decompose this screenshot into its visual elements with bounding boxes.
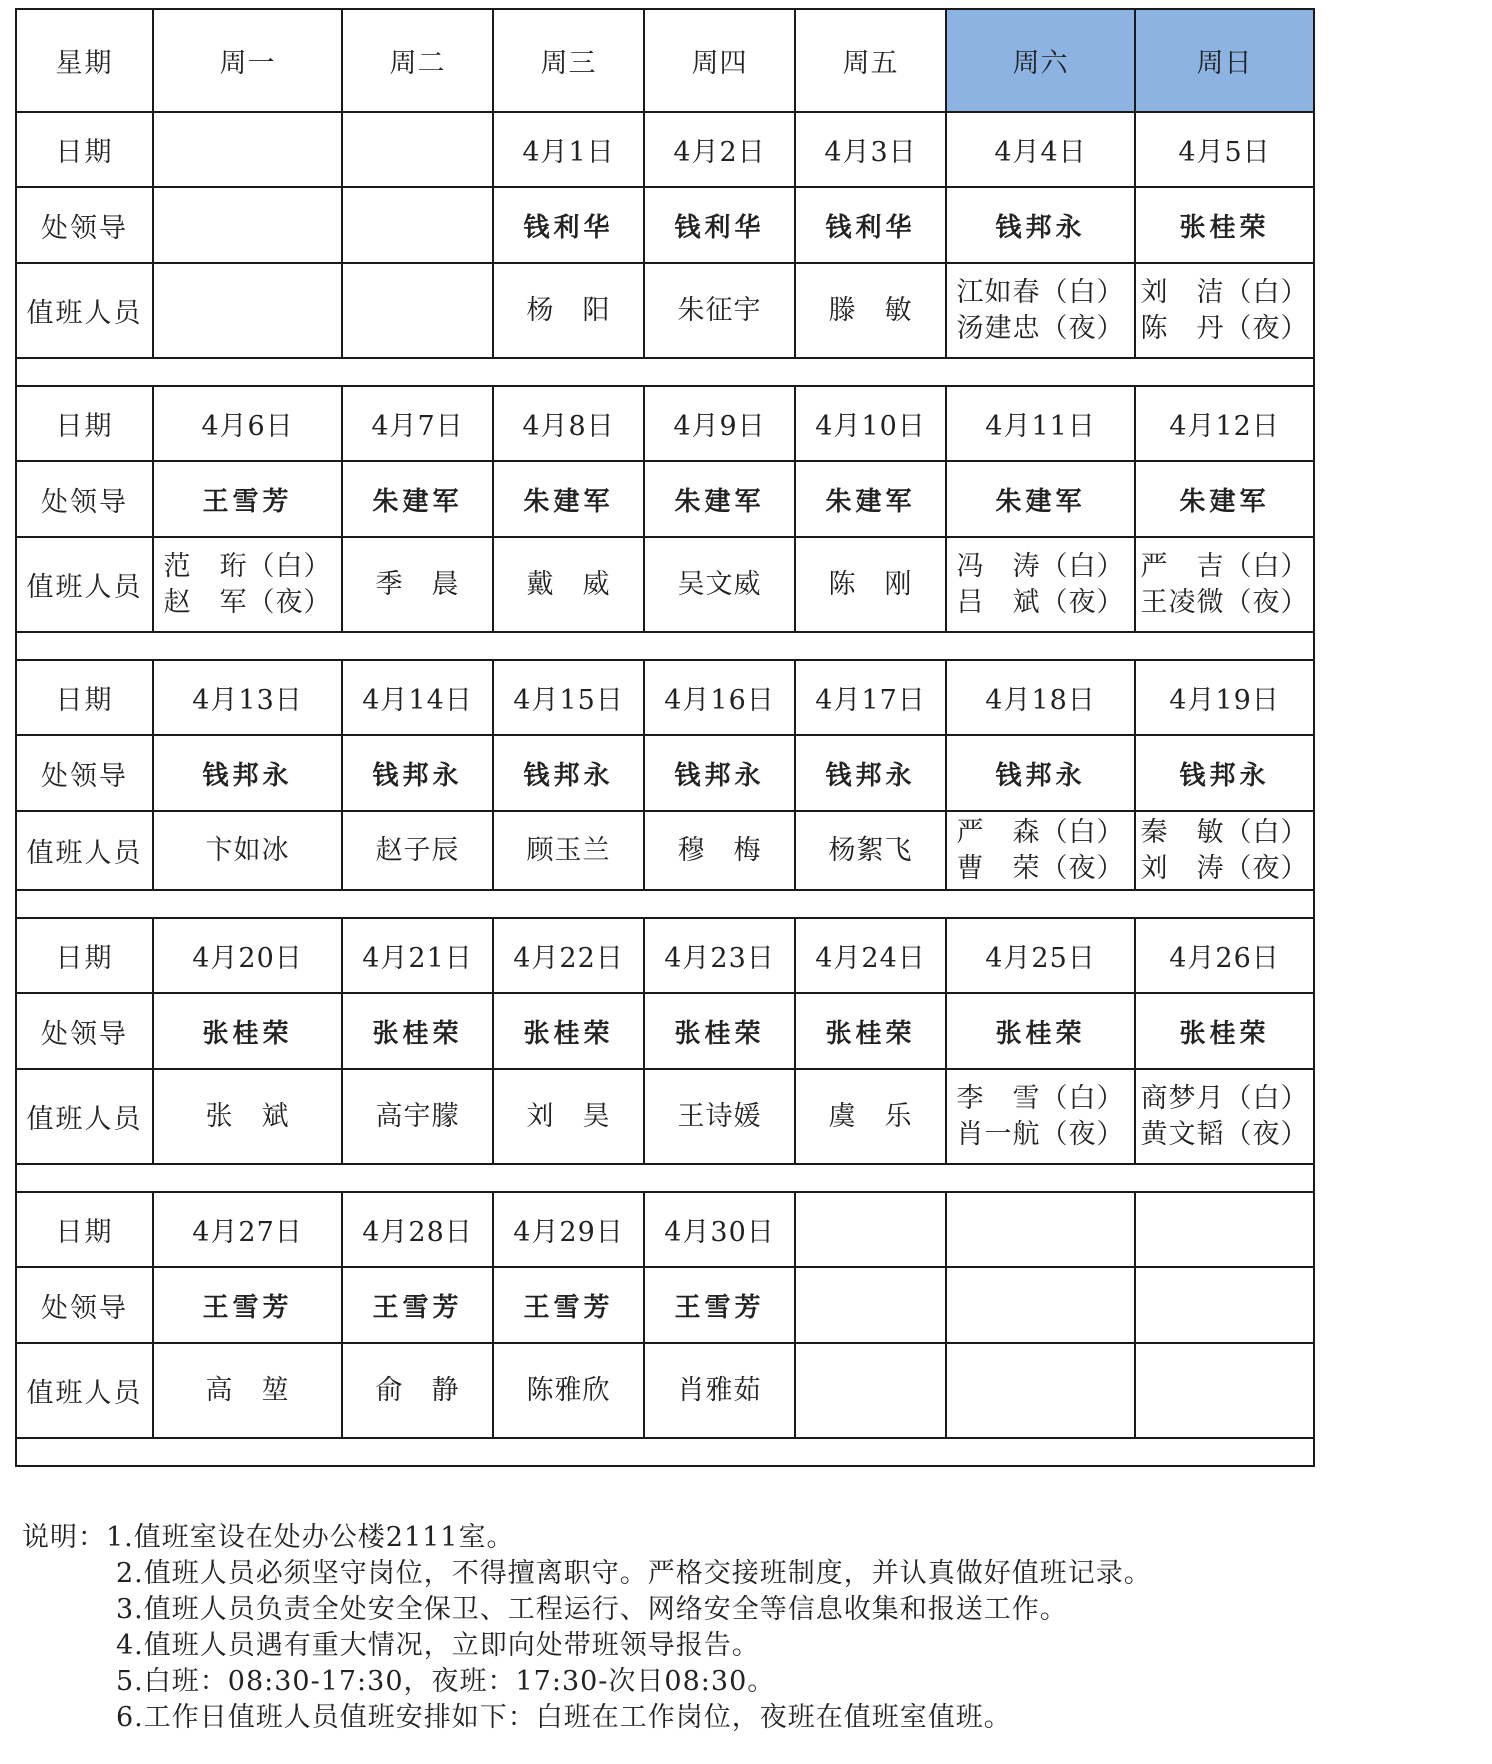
staff-cell <box>493 1343 644 1438</box>
date-cell: 4月18日 <box>946 660 1135 735</box>
staff-cell <box>946 1343 1135 1438</box>
leader-cell: 王雪芳 <box>644 1267 795 1343</box>
leader-cell: 钱邦永 <box>946 735 1135 811</box>
staff-name: 刘 昊 <box>526 1100 611 1132</box>
leader-cell: 钱利华 <box>644 187 795 263</box>
date-cell: 4月17日 <box>795 660 946 735</box>
leader-cell: 朱建军 <box>493 461 644 537</box>
date-cell: 4月24日 <box>795 918 946 993</box>
date-cell <box>153 112 342 187</box>
staff-name: 王诗媛 <box>677 1100 762 1132</box>
date-cell <box>795 1192 946 1267</box>
date-cell: 4月19日 <box>1135 660 1314 735</box>
header-weekday-label: 星期 <box>16 9 153 112</box>
staff-cell <box>1135 811 1314 890</box>
staff-cell <box>1135 537 1314 632</box>
note-line: 2.值班人员必须坚守岗位，不得擅离职守。严格交接班制度，并认真做好值班记录。 <box>116 1558 1152 1589</box>
note-line: 说明：1.值班室设在处办公楼2111室。 <box>22 1522 515 1553</box>
header-day-4: 周四 <box>644 9 795 112</box>
leader-cell: 钱利华 <box>795 187 946 263</box>
leader-cell <box>1135 1267 1314 1343</box>
staff-name: 杨絮飞 <box>828 834 913 866</box>
leader-cell: 张桂荣 <box>493 993 644 1069</box>
leader-cell <box>795 1267 946 1343</box>
row-label-date: 日期 <box>16 112 153 187</box>
date-cell: 4月10日 <box>795 386 946 461</box>
staff-cell <box>644 811 795 890</box>
row-label-staff: 值班人员 <box>16 1069 153 1164</box>
date-cell: 4月29日 <box>493 1192 644 1267</box>
header-day-2: 周二 <box>342 9 493 112</box>
date-cell: 4月26日 <box>1135 918 1314 993</box>
date-cell: 4月6日 <box>153 386 342 461</box>
leader-cell <box>153 187 342 263</box>
staff-cell <box>1135 1343 1314 1438</box>
staff-name: 赵 军（夜） <box>163 586 332 618</box>
date-cell: 4月21日 <box>342 918 493 993</box>
leader-cell: 张桂荣 <box>342 993 493 1069</box>
staff-name: 肖雅茹 <box>677 1374 762 1406</box>
row-label-staff: 值班人员 <box>16 1343 153 1438</box>
staff-cell <box>946 537 1135 632</box>
staff-cell <box>795 1343 946 1438</box>
leader-cell: 钱邦永 <box>493 735 644 811</box>
staff-cell <box>153 537 342 632</box>
leader-cell: 钱邦永 <box>946 187 1135 263</box>
staff-cell <box>795 1069 946 1164</box>
leader-cell: 王雪芳 <box>153 461 342 537</box>
staff-name: 江如春（白） <box>956 276 1125 308</box>
row-label-leader: 处领导 <box>16 735 153 811</box>
row-label-staff: 值班人员 <box>16 263 153 358</box>
date-cell: 4月9日 <box>644 386 795 461</box>
date-cell: 4月4日 <box>946 112 1135 187</box>
staff-cell <box>342 537 493 632</box>
note-line: 4.值班人员遇有重大情况，立即向处带班领导报告。 <box>116 1630 760 1661</box>
staff-name: 肖一航（夜） <box>956 1118 1125 1150</box>
staff-name: 高 堃 <box>205 1374 290 1406</box>
note-line: 5.白班：08:30-17:30，夜班：17:30-次日08:30。 <box>116 1666 776 1697</box>
staff-cell <box>644 537 795 632</box>
staff-cell <box>1135 263 1314 358</box>
row-label-date: 日期 <box>16 386 153 461</box>
leader-cell: 朱建军 <box>795 461 946 537</box>
staff-name: 秦 敏（白） <box>1140 816 1309 848</box>
leader-cell: 朱建军 <box>342 461 493 537</box>
date-cell: 4月1日 <box>493 112 644 187</box>
staff-cell <box>153 1343 342 1438</box>
staff-name: 黄文韬（夜） <box>1140 1118 1309 1150</box>
date-cell <box>946 1192 1135 1267</box>
leader-cell: 张桂荣 <box>153 993 342 1069</box>
leader-cell: 张桂荣 <box>795 993 946 1069</box>
row-label-leader: 处领导 <box>16 993 153 1069</box>
staff-cell <box>946 1069 1135 1164</box>
week-separator <box>16 890 1314 918</box>
header-day-5: 周五 <box>795 9 946 112</box>
date-cell: 4月30日 <box>644 1192 795 1267</box>
staff-cell <box>493 537 644 632</box>
date-cell: 4月12日 <box>1135 386 1314 461</box>
staff-cell <box>153 811 342 890</box>
staff-name: 范 珩（白） <box>163 550 332 582</box>
leader-cell: 王雪芳 <box>493 1267 644 1343</box>
staff-name: 顾玉兰 <box>526 834 611 866</box>
leader-cell: 钱邦永 <box>342 735 493 811</box>
week-separator <box>16 1438 1314 1466</box>
week-separator <box>16 632 1314 660</box>
date-cell: 4月25日 <box>946 918 1135 993</box>
date-cell <box>342 112 493 187</box>
leader-cell <box>342 187 493 263</box>
row-label-date: 日期 <box>16 660 153 735</box>
staff-cell <box>342 811 493 890</box>
staff-name: 穆 梅 <box>677 834 762 866</box>
staff-cell <box>644 1069 795 1164</box>
staff-name: 严 森（白） <box>956 816 1125 848</box>
date-cell <box>1135 1192 1314 1267</box>
staff-cell <box>342 1069 493 1164</box>
leader-cell: 朱建军 <box>946 461 1135 537</box>
staff-cell <box>153 1069 342 1164</box>
leader-cell: 王雪芳 <box>153 1267 342 1343</box>
staff-name: 冯 涛（白） <box>956 550 1125 582</box>
leader-cell: 钱邦永 <box>795 735 946 811</box>
leader-cell: 张桂荣 <box>644 993 795 1069</box>
week-separator <box>16 358 1314 386</box>
staff-name: 刘 涛（夜） <box>1140 852 1309 884</box>
staff-name: 戴 威 <box>526 568 611 600</box>
date-cell: 4月8日 <box>493 386 644 461</box>
date-cell: 4月3日 <box>795 112 946 187</box>
staff-cell <box>644 263 795 358</box>
date-cell: 4月27日 <box>153 1192 342 1267</box>
staff-name: 张 斌 <box>205 1100 290 1132</box>
staff-name: 王凌微（夜） <box>1140 586 1309 618</box>
date-cell: 4月23日 <box>644 918 795 993</box>
staff-cell <box>342 263 493 358</box>
staff-cell <box>493 1069 644 1164</box>
staff-cell <box>795 811 946 890</box>
staff-cell <box>946 811 1135 890</box>
leader-cell <box>946 1267 1135 1343</box>
staff-name: 吕 斌（夜） <box>956 586 1125 618</box>
row-label-leader: 处领导 <box>16 187 153 263</box>
date-cell: 4月2日 <box>644 112 795 187</box>
leader-cell: 张桂荣 <box>946 993 1135 1069</box>
leader-cell: 朱建军 <box>1135 461 1314 537</box>
leader-cell: 钱邦永 <box>644 735 795 811</box>
leader-cell: 张桂荣 <box>1135 993 1314 1069</box>
staff-cell <box>493 811 644 890</box>
header-day-7: 周日 <box>1135 9 1314 112</box>
header-day-1: 周一 <box>153 9 342 112</box>
header-day-3: 周三 <box>493 9 644 112</box>
staff-name: 虞 乐 <box>828 1100 913 1132</box>
date-cell: 4月5日 <box>1135 112 1314 187</box>
staff-cell <box>493 263 644 358</box>
date-cell: 4月13日 <box>153 660 342 735</box>
staff-name: 吴文威 <box>677 568 762 600</box>
date-cell: 4月7日 <box>342 386 493 461</box>
week-separator <box>16 1164 1314 1192</box>
staff-name: 陈 刚 <box>828 568 913 600</box>
row-label-staff: 值班人员 <box>16 811 153 890</box>
date-cell: 4月22日 <box>493 918 644 993</box>
date-cell: 4月14日 <box>342 660 493 735</box>
staff-name: 卞如冰 <box>205 834 290 866</box>
staff-name: 商梦月（白） <box>1140 1082 1309 1114</box>
staff-name: 陈雅欣 <box>526 1374 611 1406</box>
note-line: 3.值班人员负责全处安全保卫、工程运行、网络安全等信息收集和报送工作。 <box>116 1594 1068 1625</box>
staff-cell <box>795 537 946 632</box>
date-cell: 4月11日 <box>946 386 1135 461</box>
staff-name: 季 晨 <box>375 568 460 600</box>
row-label-leader: 处领导 <box>16 1267 153 1343</box>
staff-name: 赵子辰 <box>375 834 460 866</box>
staff-cell <box>153 263 342 358</box>
date-cell: 4月20日 <box>153 918 342 993</box>
staff-name: 刘 洁（白） <box>1140 276 1309 308</box>
staff-cell <box>795 263 946 358</box>
date-cell: 4月28日 <box>342 1192 493 1267</box>
leader-cell: 钱邦永 <box>1135 735 1314 811</box>
leader-cell: 朱建军 <box>644 461 795 537</box>
staff-name: 李 雪（白） <box>956 1082 1125 1114</box>
date-cell: 4月15日 <box>493 660 644 735</box>
staff-name: 朱征宇 <box>677 294 762 326</box>
staff-cell <box>946 263 1135 358</box>
staff-name: 陈 丹（夜） <box>1140 312 1309 344</box>
staff-name: 曹 荣（夜） <box>956 852 1125 884</box>
date-cell: 4月16日 <box>644 660 795 735</box>
staff-name: 汤建忠（夜） <box>956 312 1125 344</box>
leader-cell: 王雪芳 <box>342 1267 493 1343</box>
staff-name: 俞 静 <box>375 1374 460 1406</box>
leader-cell: 钱邦永 <box>153 735 342 811</box>
notes-section <box>22 1520 1482 1736</box>
row-label-date: 日期 <box>16 1192 153 1267</box>
staff-cell <box>342 1343 493 1438</box>
staff-cell <box>1135 1069 1314 1164</box>
staff-name: 严 吉（白） <box>1140 550 1309 582</box>
row-label-date: 日期 <box>16 918 153 993</box>
row-label-leader: 处领导 <box>16 461 153 537</box>
staff-name: 高宇朦 <box>375 1100 460 1132</box>
staff-cell <box>644 1343 795 1438</box>
leader-cell: 钱利华 <box>493 187 644 263</box>
row-label-staff: 值班人员 <box>16 537 153 632</box>
staff-name: 滕 敏 <box>828 294 913 326</box>
header-day-6: 周六 <box>946 9 1135 112</box>
staff-name: 杨 阳 <box>526 294 611 326</box>
leader-cell: 张桂荣 <box>1135 187 1314 263</box>
duty-schedule-table <box>15 8 1315 1467</box>
note-line: 6.工作日值班人员值班安排如下：白班在工作岗位，夜班在值班室值班。 <box>116 1702 1012 1733</box>
